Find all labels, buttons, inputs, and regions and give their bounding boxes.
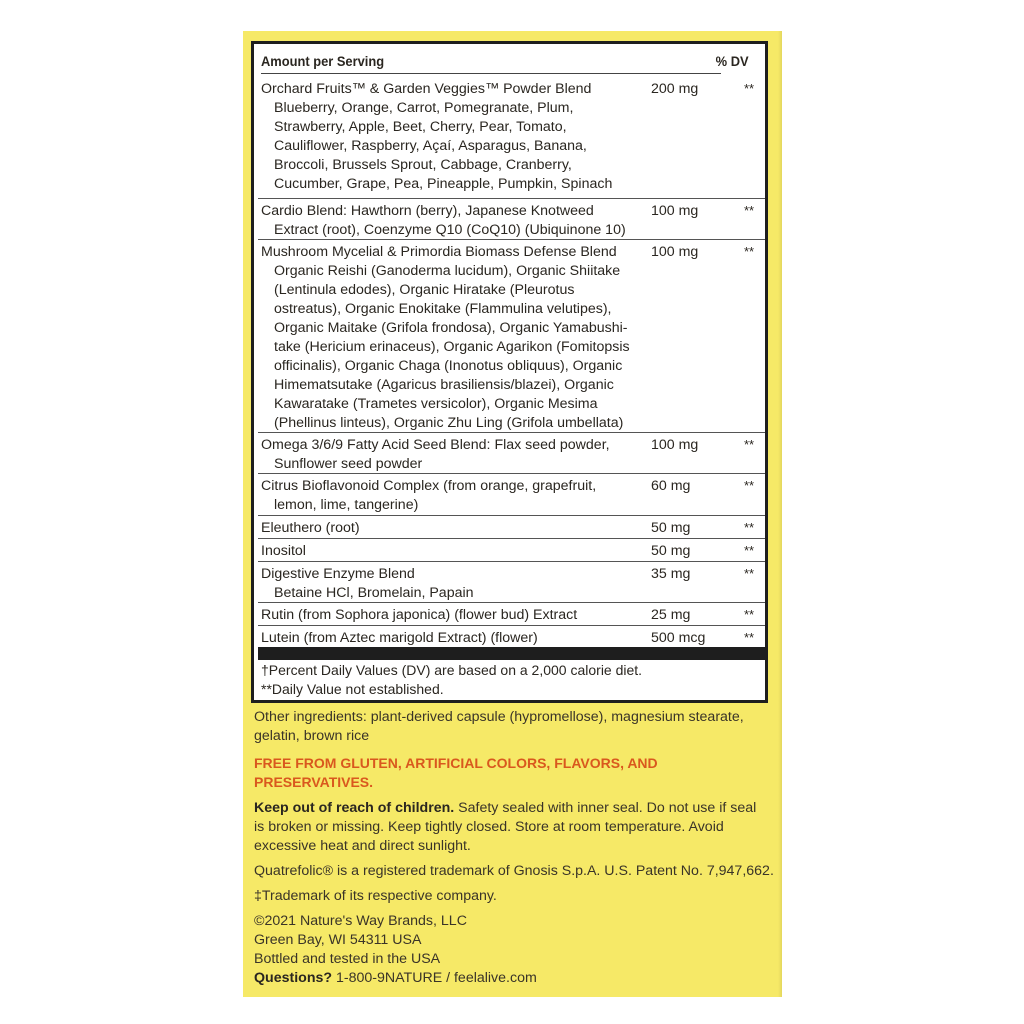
amount-per-serving-heading: Amount per Serving xyxy=(261,53,385,69)
ingredient-amount: 100 mg xyxy=(651,244,699,260)
ingredient-row xyxy=(258,626,765,647)
ingredient-detail: Organic Reishi (Ganoderma lucidum), Organic Shiitake xyxy=(274,263,621,279)
ingredient-name: Digestive Enzyme Blend xyxy=(261,566,415,582)
ingredient-name: Rutin (from Sophora japonica) (flower bud) Extract xyxy=(261,607,578,623)
ingredient-name: Orchard Fruits™ & Garden Veggies™ Powder Blend xyxy=(261,81,592,97)
ingredient-amount: 35 mg xyxy=(651,566,691,582)
ingredient-detail: (Phellinus linteus), Organic Zhu Ling (Grifola umbellata) xyxy=(274,415,624,431)
ingredient-dv: ** xyxy=(744,566,755,581)
trademark-note: ‡Trademark of its respective company. xyxy=(254,888,497,904)
ingredient-detail: ostreatus), Organic Enokitake (Flammulina velutipes), xyxy=(274,301,612,317)
ingredient-amount: 25 mg xyxy=(651,607,691,623)
ingredient-detail: (Lentinula edodes), Organic Hiratake (Pleurotus xyxy=(274,282,575,298)
ingredient-dv: ** xyxy=(744,81,755,96)
ingredient-dv: ** xyxy=(744,520,755,535)
warning-line xyxy=(254,799,756,818)
facts-header xyxy=(261,51,749,74)
ingredient-dv: ** xyxy=(744,543,755,558)
ingredient-row xyxy=(258,562,765,603)
ingredient-row xyxy=(258,77,765,199)
other-ingredients-line: Other ingredients: plant-derived capsule (hypromellose), magnesium stearate, xyxy=(254,709,744,725)
quatrefolic-trademark: Quatrefolic® is a registered trademark of Gnosis S.p.A. U.S. Patent No. 7,947,662. xyxy=(254,863,774,879)
ingredient-name: Lutein (from Aztec marigold Extract) (flower) xyxy=(261,630,538,646)
questions-label: Questions? xyxy=(254,970,333,986)
ingredient-detail: Strawberry, Apple, Beet, Cherry, Pear, Tomato, xyxy=(274,119,567,135)
ingredient-amount: 60 mg xyxy=(651,478,691,494)
ingredient-detail: Betaine HCl, Bromelain, Papain xyxy=(274,585,474,601)
ingredient-detail: Organic Maitake (Grifola frondosa), Organic Yamabushi- xyxy=(274,320,628,336)
ingredient-row xyxy=(258,240,765,433)
ingredient-amount: 100 mg xyxy=(651,437,699,453)
free-from-statement: PRESERVATIVES. xyxy=(254,774,374,790)
ingredient-name: Citrus Bioflavonoid Complex (from orange, grapefruit, xyxy=(261,478,597,494)
warning-bold: Keep out of reach of children. xyxy=(254,800,455,816)
ingredient-row xyxy=(258,199,765,240)
ingredient-row xyxy=(258,539,765,562)
company-address: Green Bay, WI 54311 USA xyxy=(254,932,422,948)
other-ingredients-line: gelatin, brown rice xyxy=(254,728,370,744)
warning-line: is broken or missing. Keep tightly closed. Store at room temperature. Avoid xyxy=(254,819,724,835)
ingredient-detail: Cauliflower, Raspberry, Açaí, Asparagus, Banana, xyxy=(274,138,587,154)
ingredient-name: Inositol xyxy=(261,543,306,559)
ingredient-name: Mushroom Mycelial & Primordia Biomass Defense Blend xyxy=(261,244,617,260)
dv-heading: % DV xyxy=(715,53,749,69)
ingredient-detail: Extract (root), Coenzyme Q10 (CoQ10) (Ubiquinone 10) xyxy=(274,222,626,238)
ingredient-detail: Sunflower seed powder xyxy=(274,456,423,472)
ingredient-detail: Kawaratake (Trametes versicolor), Organic Mesima xyxy=(274,396,598,412)
ingredient-name: Omega 3/6/9 Fatty Acid Seed Blend: Flax seed powder, xyxy=(261,437,610,453)
bottled-statement: Bottled and tested in the USA xyxy=(254,951,441,967)
ingredient-detail: Broccoli, Brussels Sprout, Cabbage, Cranberry, xyxy=(274,157,572,173)
supplement-facts-table xyxy=(251,41,768,703)
warning-text: Safety sealed with inner seal. Do not use if seal xyxy=(454,800,757,816)
ingredient-dv: ** xyxy=(744,437,755,452)
ingredient-amount: 200 mg xyxy=(651,81,699,97)
ingredient-detail: officinalis), Organic Chaga (Inonotus obliquus), Organic xyxy=(274,358,623,374)
questions-line xyxy=(254,969,537,988)
ingredient-name: Cardio Blend: Hawthorn (berry), Japanese Knotweed xyxy=(261,203,594,219)
ingredient-row xyxy=(258,603,765,626)
free-from-statement: FREE FROM GLUTEN, ARTIFICIAL COLORS, FLAVORS, AND xyxy=(254,755,658,771)
ingredient-detail: Blueberry, Orange, Carrot, Pomegranate, Plum, xyxy=(274,100,574,116)
warning-line: excessive heat and direct sunlight. xyxy=(254,838,471,854)
ingredient-detail: Cucumber, Grape, Pea, Pineapple, Pumpkin, Spinach xyxy=(274,176,613,192)
divider-bar xyxy=(258,647,765,660)
dv-footnote: †Percent Daily Values (DV) are based on a 2,000 calorie diet. xyxy=(261,662,643,678)
ingredient-name: Eleuthero (root) xyxy=(261,520,360,536)
ingredient-detail: Himematsutake (Agaricus brasiliensis/blazei), Organic xyxy=(274,377,614,393)
ingredient-detail: lemon, lime, tangerine) xyxy=(274,497,419,513)
ingredient-dv: ** xyxy=(744,203,755,218)
ingredient-dv: ** xyxy=(744,478,755,493)
ingredient-amount: 500 mcg xyxy=(651,630,706,646)
ingredient-dv: ** xyxy=(744,244,755,259)
dv-not-established-note: **Daily Value not established. xyxy=(261,681,444,697)
ingredient-amount: 100 mg xyxy=(651,203,699,219)
ingredient-row xyxy=(258,433,765,474)
copyright-line: ©2021 Nature's Way Brands, LLC xyxy=(254,913,467,929)
ingredient-amount: 50 mg xyxy=(651,543,691,559)
questions-contact: 1-800-9NATURE / feelalive.com xyxy=(332,970,537,986)
ingredient-row xyxy=(258,516,765,539)
ingredient-amount: 50 mg xyxy=(651,520,691,536)
ingredient-dv: ** xyxy=(744,607,755,622)
ingredient-dv: ** xyxy=(744,630,755,645)
ingredient-row xyxy=(258,474,765,516)
ingredient-detail: take (Hericium erinaceus), Organic Agarikon (Fomitopsis xyxy=(274,339,630,355)
